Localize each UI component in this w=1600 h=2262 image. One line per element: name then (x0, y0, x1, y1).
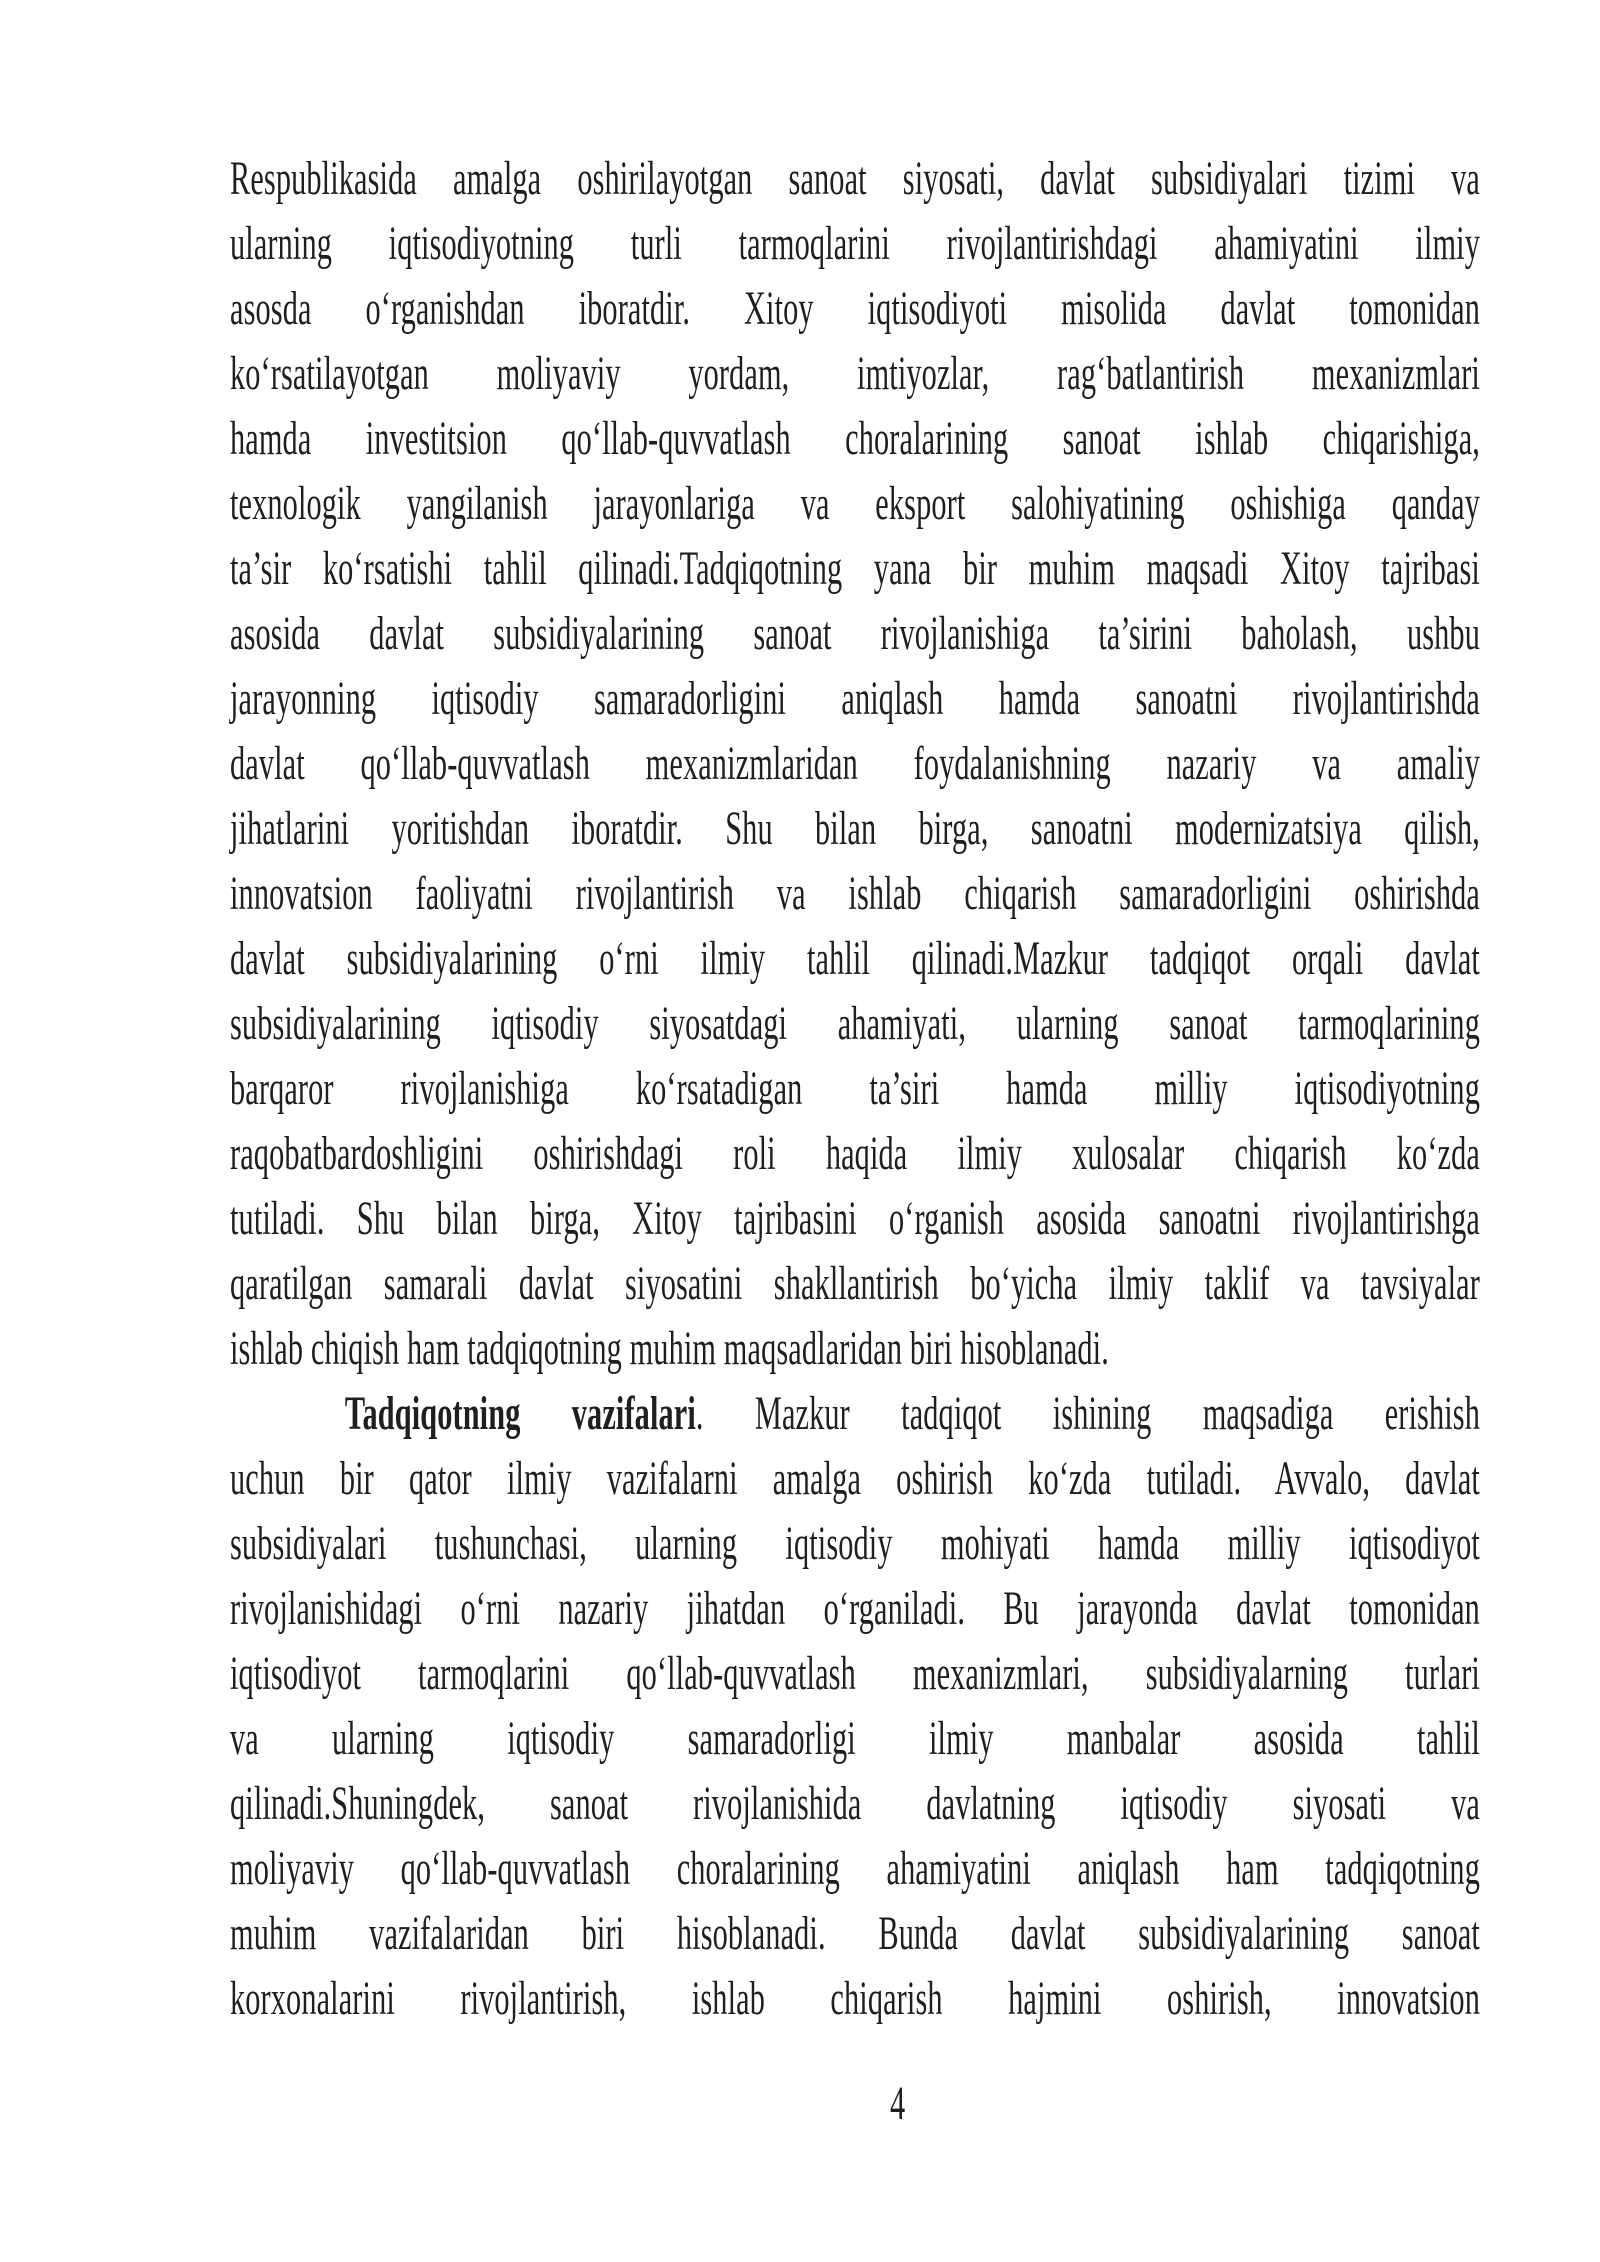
line-text: . Mazkur tadqiqot ishining maqsadiga erishish (695, 1387, 1480, 1440)
line-text: innovatsion faoliyatni rivojlantirish va ishlab chiqarish samaradorligini oshirishda (230, 867, 1480, 920)
line-text: davlat subsidiyalarining o‘rni ilmiy tahlil qilinadi.Mazkur tadqiqot orqali davlat (230, 932, 1480, 985)
line-text: asosda o‘rganishdan iboratdir. Xitoy iqtisodiyoti misolida davlat tomonidan (230, 282, 1480, 335)
line-text: raqobatbardoshligini oshirishdagi roli haqida ilmiy xulosalar chiqarish ko‘zda (230, 1127, 1480, 1180)
text-line (230, 1511, 1480, 1576)
text-line (230, 666, 1480, 731)
line-text: qaratilgan samarali davlat siyosatini shakllantirish bo‘yicha ilmiy taklif va tavsiyalar (230, 1257, 1480, 1310)
text-line (230, 731, 1480, 796)
line-text: rivojlanishidagi o‘rni nazariy jihatdan o‘rganiladi. Bu jarayonda davlat tomonidan (230, 1582, 1480, 1635)
text-line (230, 1316, 1480, 1381)
line-text: asosida davlat subsidiyalarining sanoat rivojlanishiga ta’sirini baholash, ushbu (230, 607, 1480, 660)
text-line (230, 536, 1480, 601)
bold-run: Tadqiqotning vazifalari (344, 1387, 696, 1440)
line-text: qilinadi.Shuningdek, sanoat rivojlanishida davlatning iqtisodiy siyosati va (230, 1777, 1480, 1830)
text-line (230, 146, 1480, 211)
page-number: 4 (890, 2077, 906, 2130)
line-text: ishlab chiqish ham tadqiqotning muhim maqsadlaridan biri hisoblanadi. (230, 1322, 1109, 1375)
text-line (230, 601, 1480, 666)
line-text: texnologik yangilanish jarayonlariga va eksport salohiyatining oshishiga qanday (230, 477, 1480, 530)
text-line (230, 1381, 1480, 1446)
line-text: uchun bir qator ilmiy vazifalarni amalga oshirish ko‘zda tutiladi. Avvalo, davlat (230, 1452, 1480, 1505)
line-text: ko‘rsatilayotgan moliyaviy yordam, imtiyozlar, rag‘batlantirish mexanizmlari (230, 347, 1480, 400)
text-line (230, 1706, 1480, 1771)
text-line (230, 1641, 1480, 1706)
line-text: muhim vazifalaridan biri hisoblanadi. Bunda davlat subsidiyalarining sanoat (230, 1907, 1480, 1960)
text-line (230, 211, 1480, 276)
line-text: tutiladi. Shu bilan birga, Xitoy tajribasini o‘rganish asosida sanoatni rivojlantirishga (230, 1192, 1480, 1245)
line-text: Respublikasida amalga oshirilayotgan sanoat siyosati, davlat subsidiyalari tizimi va (230, 152, 1480, 205)
text-block (230, 146, 1480, 2031)
text-line (230, 1966, 1480, 2031)
text-line (230, 1446, 1480, 1511)
line-text: subsidiyalari tushunchasi, ularning iqtisodiy mohiyati hamda milliy iqtisodiyot (230, 1517, 1480, 1570)
line-text: barqaror rivojlanishiga ko‘rsatadigan ta’siri hamda milliy iqtisodiyotning (230, 1062, 1480, 1115)
text-line (230, 1251, 1480, 1316)
text-line (230, 276, 1480, 341)
text-line (230, 1901, 1480, 1966)
line-text: ta’sir ko‘rsatishi tahlil qilinadi.Tadqiqotning yana bir muhim maqsadi Xitoy tajribasi (230, 542, 1480, 595)
line-text: moliyaviy qo‘llab-quvvatlash choralarining ahamiyatini aniqlash ham tadqiqotning (230, 1842, 1480, 1895)
line-text: korxonalarini rivojlantirish, ishlab chiqarish hajmini oshirish, innovatsion (230, 1972, 1480, 2025)
line-text: hamda investitsion qo‘llab-quvvatlash choralarining sanoat ishlab chiqarishiga, (230, 412, 1480, 465)
text-line (230, 406, 1480, 471)
line-text: ularning iqtisodiyotning turli tarmoqlarini rivojlantirishdagi ahamiyatini ilmiy (230, 217, 1480, 270)
text-line (230, 471, 1480, 536)
line-text: jihatlarini yoritishdan iboratdir. Shu bilan birga, sanoatni modernizatsiya qilish, (230, 802, 1480, 855)
text-line (230, 1771, 1480, 1836)
text-line (230, 1836, 1480, 1901)
line-text: subsidiyalarining iqtisodiy siyosatdagi ahamiyati, ularning sanoat tarmoqlarining (230, 997, 1480, 1050)
text-line (230, 991, 1480, 1056)
text-line (230, 1056, 1480, 1121)
text-line (230, 861, 1480, 926)
line-text: va ularning iqtisodiy samaradorligi ilmiy manbalar asosida tahlil (230, 1712, 1480, 1765)
text-line (230, 796, 1480, 861)
line-text: iqtisodiyot tarmoqlarini qo‘llab-quvvatlash mexanizmlari, subsidiyalarning turlari (230, 1647, 1480, 1700)
text-line (230, 341, 1480, 406)
text-line (230, 926, 1480, 991)
line-text: davlat qo‘llab-quvvatlash mexanizmlaridan foydalanishning nazariy va amaliy (230, 737, 1480, 790)
line-text: jarayonning iqtisodiy samaradorligini aniqlash hamda sanoatni rivojlantirishda (230, 672, 1480, 725)
text-line (230, 1121, 1480, 1186)
text-line (230, 1576, 1480, 1641)
text-line (230, 1186, 1480, 1251)
